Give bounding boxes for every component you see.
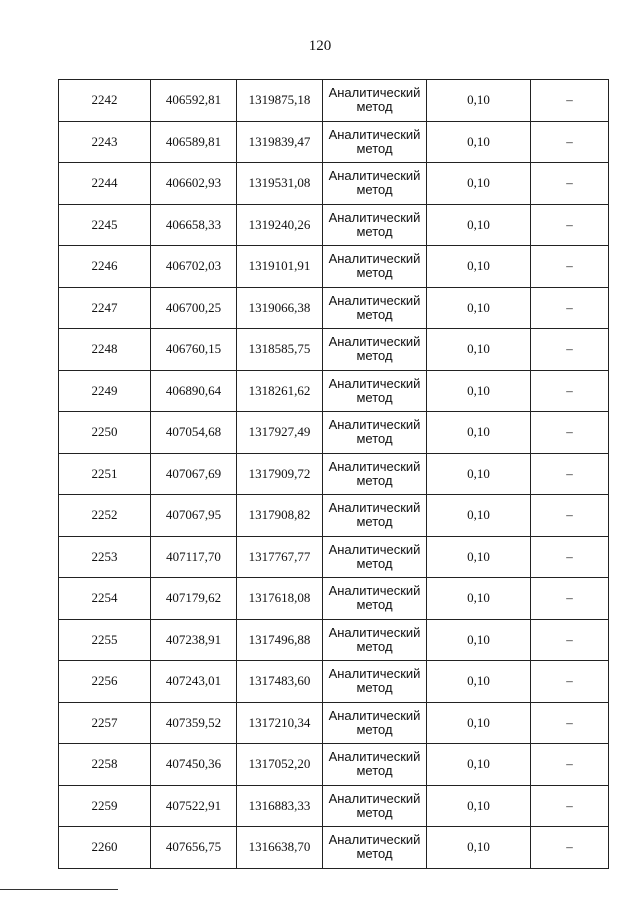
point-number-cell: 2246 [59,246,151,288]
method-cell: Аналитический метод [323,702,427,744]
method-cell: Аналитический метод [323,287,427,329]
page-number: 120 [308,38,332,54]
x-coordinate-cell: 406700,25 [151,287,237,329]
point-number-cell: 2247 [59,287,151,329]
x-coordinate-cell: 407179,62 [151,578,237,620]
point-number-cell: 2255 [59,619,151,661]
method-cell: Аналитический метод [323,204,427,246]
point-number-cell: 2245 [59,204,151,246]
method-cell: Аналитический метод [323,827,427,869]
accuracy-cell: 0,10 [427,246,531,288]
note-cell: – [531,412,609,454]
accuracy-cell: 0,10 [427,453,531,495]
point-number-cell: 2250 [59,412,151,454]
accuracy-cell: 0,10 [427,370,531,412]
table-row [59,246,609,288]
point-number-cell: 2249 [59,370,151,412]
x-coordinate-cell: 407450,36 [151,744,237,786]
table-row [59,370,609,412]
y-coordinate-cell: 1317483,60 [237,661,323,703]
table-row [59,744,609,786]
note-cell: – [531,329,609,371]
table-row [59,495,609,537]
point-number-cell: 2243 [59,121,151,163]
y-coordinate-cell: 1319101,91 [237,246,323,288]
y-coordinate-cell: 1319240,26 [237,204,323,246]
table-row [59,287,609,329]
x-coordinate-cell: 406602,93 [151,163,237,205]
method-cell: Аналитический метод [323,329,427,371]
note-cell: – [531,578,609,620]
method-cell: Аналитический метод [323,495,427,537]
point-number-cell: 2260 [59,827,151,869]
point-number-cell: 2252 [59,495,151,537]
accuracy-cell: 0,10 [427,827,531,869]
method-cell: Аналитический метод [323,536,427,578]
method-cell: Аналитический метод [323,744,427,786]
table-row [59,536,609,578]
table-row [59,661,609,703]
accuracy-cell: 0,10 [427,204,531,246]
table-row [59,329,609,371]
point-number-cell: 2248 [59,329,151,371]
note-cell: – [531,287,609,329]
point-number-cell: 2258 [59,744,151,786]
method-cell: Аналитический метод [323,370,427,412]
accuracy-cell: 0,10 [427,578,531,620]
y-coordinate-cell: 1319531,08 [237,163,323,205]
method-cell: Аналитический метод [323,163,427,205]
accuracy-cell: 0,10 [427,744,531,786]
method-cell: Аналитический метод [323,412,427,454]
table-row [59,619,609,661]
method-cell: Аналитический метод [323,661,427,703]
y-coordinate-cell: 1319839,47 [237,121,323,163]
y-coordinate-cell: 1318261,62 [237,370,323,412]
accuracy-cell: 0,10 [427,702,531,744]
accuracy-cell: 0,10 [427,785,531,827]
accuracy-cell: 0,10 [427,329,531,371]
accuracy-cell: 0,10 [427,536,531,578]
y-coordinate-cell: 1318585,75 [237,329,323,371]
method-cell: Аналитический метод [323,619,427,661]
x-coordinate-cell: 407522,91 [151,785,237,827]
note-cell: – [531,661,609,703]
y-coordinate-cell: 1317210,34 [237,702,323,744]
accuracy-cell: 0,10 [427,412,531,454]
accuracy-cell: 0,10 [427,80,531,122]
note-cell: – [531,785,609,827]
point-number-cell: 2256 [59,661,151,703]
y-coordinate-cell: 1319066,38 [237,287,323,329]
note-cell: – [531,453,609,495]
y-coordinate-cell: 1317052,20 [237,744,323,786]
note-cell: – [531,536,609,578]
x-coordinate-cell: 407243,01 [151,661,237,703]
note-cell: – [531,246,609,288]
x-coordinate-cell: 407067,69 [151,453,237,495]
y-coordinate-cell: 1317908,82 [237,495,323,537]
note-cell: – [531,744,609,786]
method-cell: Аналитический метод [323,121,427,163]
accuracy-cell: 0,10 [427,495,531,537]
y-coordinate-cell: 1316883,33 [237,785,323,827]
note-cell: – [531,163,609,205]
point-number-cell: 2242 [59,80,151,122]
note-cell: – [531,495,609,537]
y-coordinate-cell: 1317909,72 [237,453,323,495]
x-coordinate-cell: 407067,95 [151,495,237,537]
accuracy-cell: 0,10 [427,121,531,163]
x-coordinate-cell: 407117,70 [151,536,237,578]
accuracy-cell: 0,10 [427,163,531,205]
x-coordinate-cell: 406658,33 [151,204,237,246]
table-row [59,702,609,744]
y-coordinate-cell: 1317496,88 [237,619,323,661]
y-coordinate-cell: 1316638,70 [237,827,323,869]
x-coordinate-cell: 406589,81 [151,121,237,163]
y-coordinate-cell: 1319875,18 [237,80,323,122]
table-row [59,453,609,495]
accuracy-cell: 0,10 [427,287,531,329]
point-number-cell: 2259 [59,785,151,827]
table-row [59,204,609,246]
note-cell: – [531,619,609,661]
table-row [59,163,609,205]
x-coordinate-cell: 406760,15 [151,329,237,371]
table-row [59,785,609,827]
table-row [59,827,609,869]
note-cell: – [531,121,609,163]
method-cell: Аналитический метод [323,578,427,620]
method-cell: Аналитический метод [323,453,427,495]
point-number-cell: 2257 [59,702,151,744]
accuracy-cell: 0,10 [427,661,531,703]
note-cell: – [531,702,609,744]
point-number-cell: 2251 [59,453,151,495]
method-cell: Аналитический метод [323,785,427,827]
note-cell: – [531,80,609,122]
y-coordinate-cell: 1317767,77 [237,536,323,578]
x-coordinate-cell: 406890,64 [151,370,237,412]
note-cell: – [531,370,609,412]
point-number-cell: 2253 [59,536,151,578]
y-coordinate-cell: 1317618,08 [237,578,323,620]
table-row [59,121,609,163]
method-cell: Аналитический метод [323,246,427,288]
x-coordinate-cell: 406702,03 [151,246,237,288]
accuracy-cell: 0,10 [427,619,531,661]
y-coordinate-cell: 1317927,49 [237,412,323,454]
table-row [59,412,609,454]
method-cell: Аналитический метод [323,80,427,122]
x-coordinate-cell: 407359,52 [151,702,237,744]
footnote-rule [0,889,118,890]
coordinates-table [58,79,609,869]
x-coordinate-cell: 407054,68 [151,412,237,454]
x-coordinate-cell: 406592,81 [151,80,237,122]
x-coordinate-cell: 407238,91 [151,619,237,661]
note-cell: – [531,827,609,869]
table-row [59,80,609,122]
table-body [59,80,609,869]
point-number-cell: 2244 [59,163,151,205]
x-coordinate-cell: 407656,75 [151,827,237,869]
table-row [59,578,609,620]
note-cell: – [531,204,609,246]
point-number-cell: 2254 [59,578,151,620]
